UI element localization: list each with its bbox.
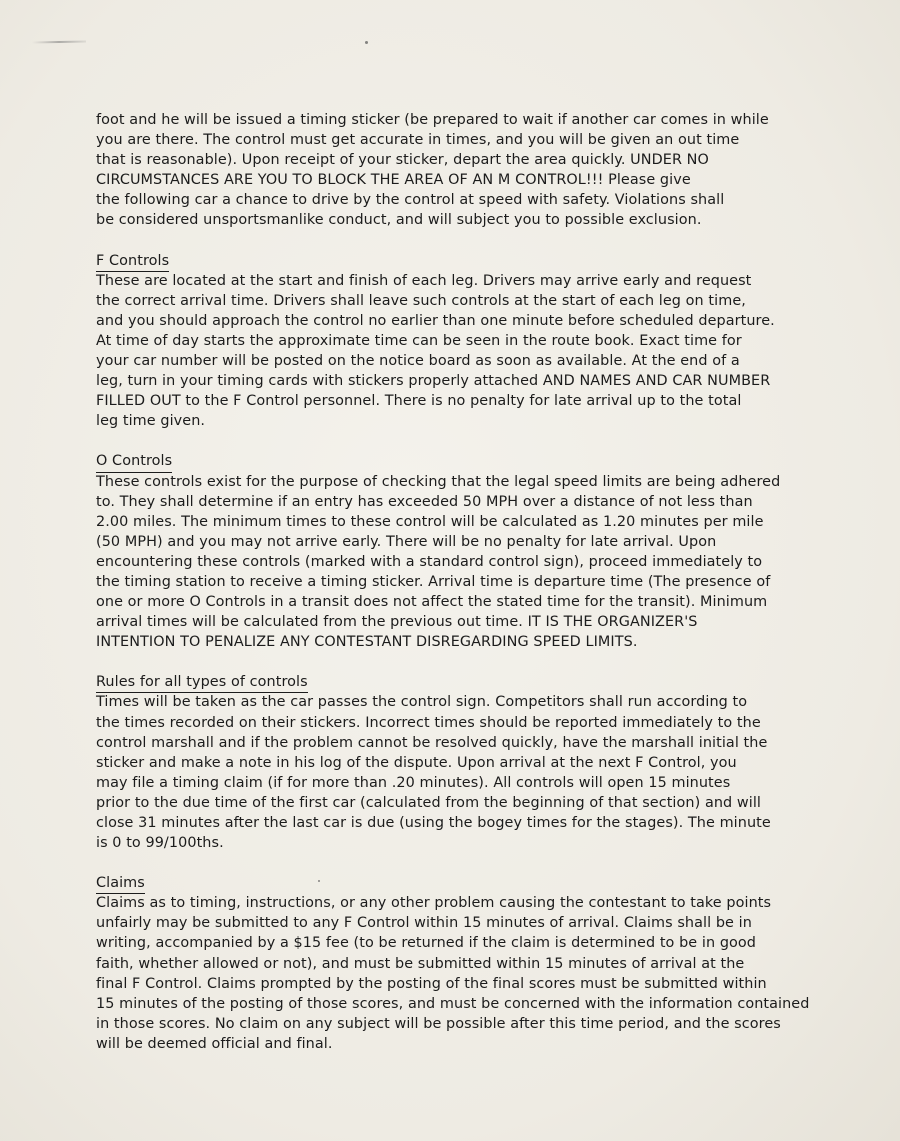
opening-paragraph: foot and he will be issued a timing sticker (be prepared to wait if another car comes in while you are there. The control must get accurate in times, and you will be given an out time that is reasonable). Upon receipt of your sticker, depart the area quickly. UNDER NO CIRCUMSTANCES ARE YOU TO BLOCK THE AREA OF AN M CONTROL!!! Please give the following car a chance to drive by the control at speed with safety. Violations shall be considered unsportsmanlike conduct, and will subject you to possible exclusion. (96, 112, 769, 229)
section-heading: Claims (96, 873, 145, 894)
section-body: These are located at the start and finish of each leg. Drivers may arrive early and request the correct arrival time. Drivers shall leave such controls at the start of each leg on time, and you should approach the control no earlier than one minute before scheduled departure. At time of day starts the approximate time can be seen in the route book. Exact time for your car number will be posted on the notice board as soon as available. At the end of a leg, turn in your timing cards with stickers properly attached AND NAMES AND CAR NUMBER FILLED OUT to the F Control personnel. There is no penalty for late arrival up to the total leg time given. (96, 272, 775, 430)
section-rules-all-controls (96, 672, 836, 692)
section-heading: Rules for all types of controls (96, 672, 308, 693)
section-f-controls (96, 251, 836, 271)
section-heading: O Controls (96, 451, 172, 472)
section-body: Times will be taken as the car passes the control sign. Competitors shall run according to the times recorded on their stickers. Incorrect times should be reported immediately to the control marshall and if the problem cannot be resolved quickly, have the marshall initial the sticker and make a note in his log of the dispute. Upon arrival at the next F Control, you may file a timing claim (if for more than .20 minutes). All controls will open 15 minutes prior to the due time of the first car (calculated from the beginning of that section) and will close 31 minutes after the last car is due (using the bogey times for the stages). The minute is 0 to 99/100ths. (96, 694, 771, 852)
section-body: Claims as to timing, instructions, or any other problem causing the contestant to take points unfairly may be submitted to any F Control within 15 minutes of arrival. Claims shall be in writing, accompanied by a $15 fee (to be returned if the claim is determined to be in good faith, whether allowed or not), and must be submitted within 15 minutes of arrival at the final F Control. Claims prompted by the posting of the final scores must be submitted within 15 minutes of the posting of those scores, and must be concerned with the information contained in those scores. No claim on any subject will be possible after this time period, and the scores will be deemed official and final. (96, 895, 810, 1052)
scan-mark (32, 41, 86, 44)
section-o-controls (96, 451, 836, 471)
section-heading: F Controls (96, 251, 169, 272)
section-body: These controls exist for the purpose of checking that the legal speed limits are being adhered to. They shall determine if an entry has exceeded 50 MPH over a distance of not less than 2.00 miles. The minimum times to these control will be calculated as 1.20 minutes per mile (50 MPH) and you may not arrive early. There will be no penalty for late arrival. Upon encountering these controls (marked with a standard control sign), proceed immediately to the timing station to receive a timing sticker. Arrival time is departure time (The presence of one or more O Controls in a transit does not affect the stated time for the transit). Minimum arrival times will be calculated from the previous out time. IT IS THE ORGANIZER'S INTENTION TO PENALIZE ANY CONTESTANT DISREGARDING SPEED LIMITS. (96, 473, 781, 651)
section-claims (96, 873, 836, 893)
scan-speck (365, 41, 368, 44)
document-body (96, 110, 836, 1054)
